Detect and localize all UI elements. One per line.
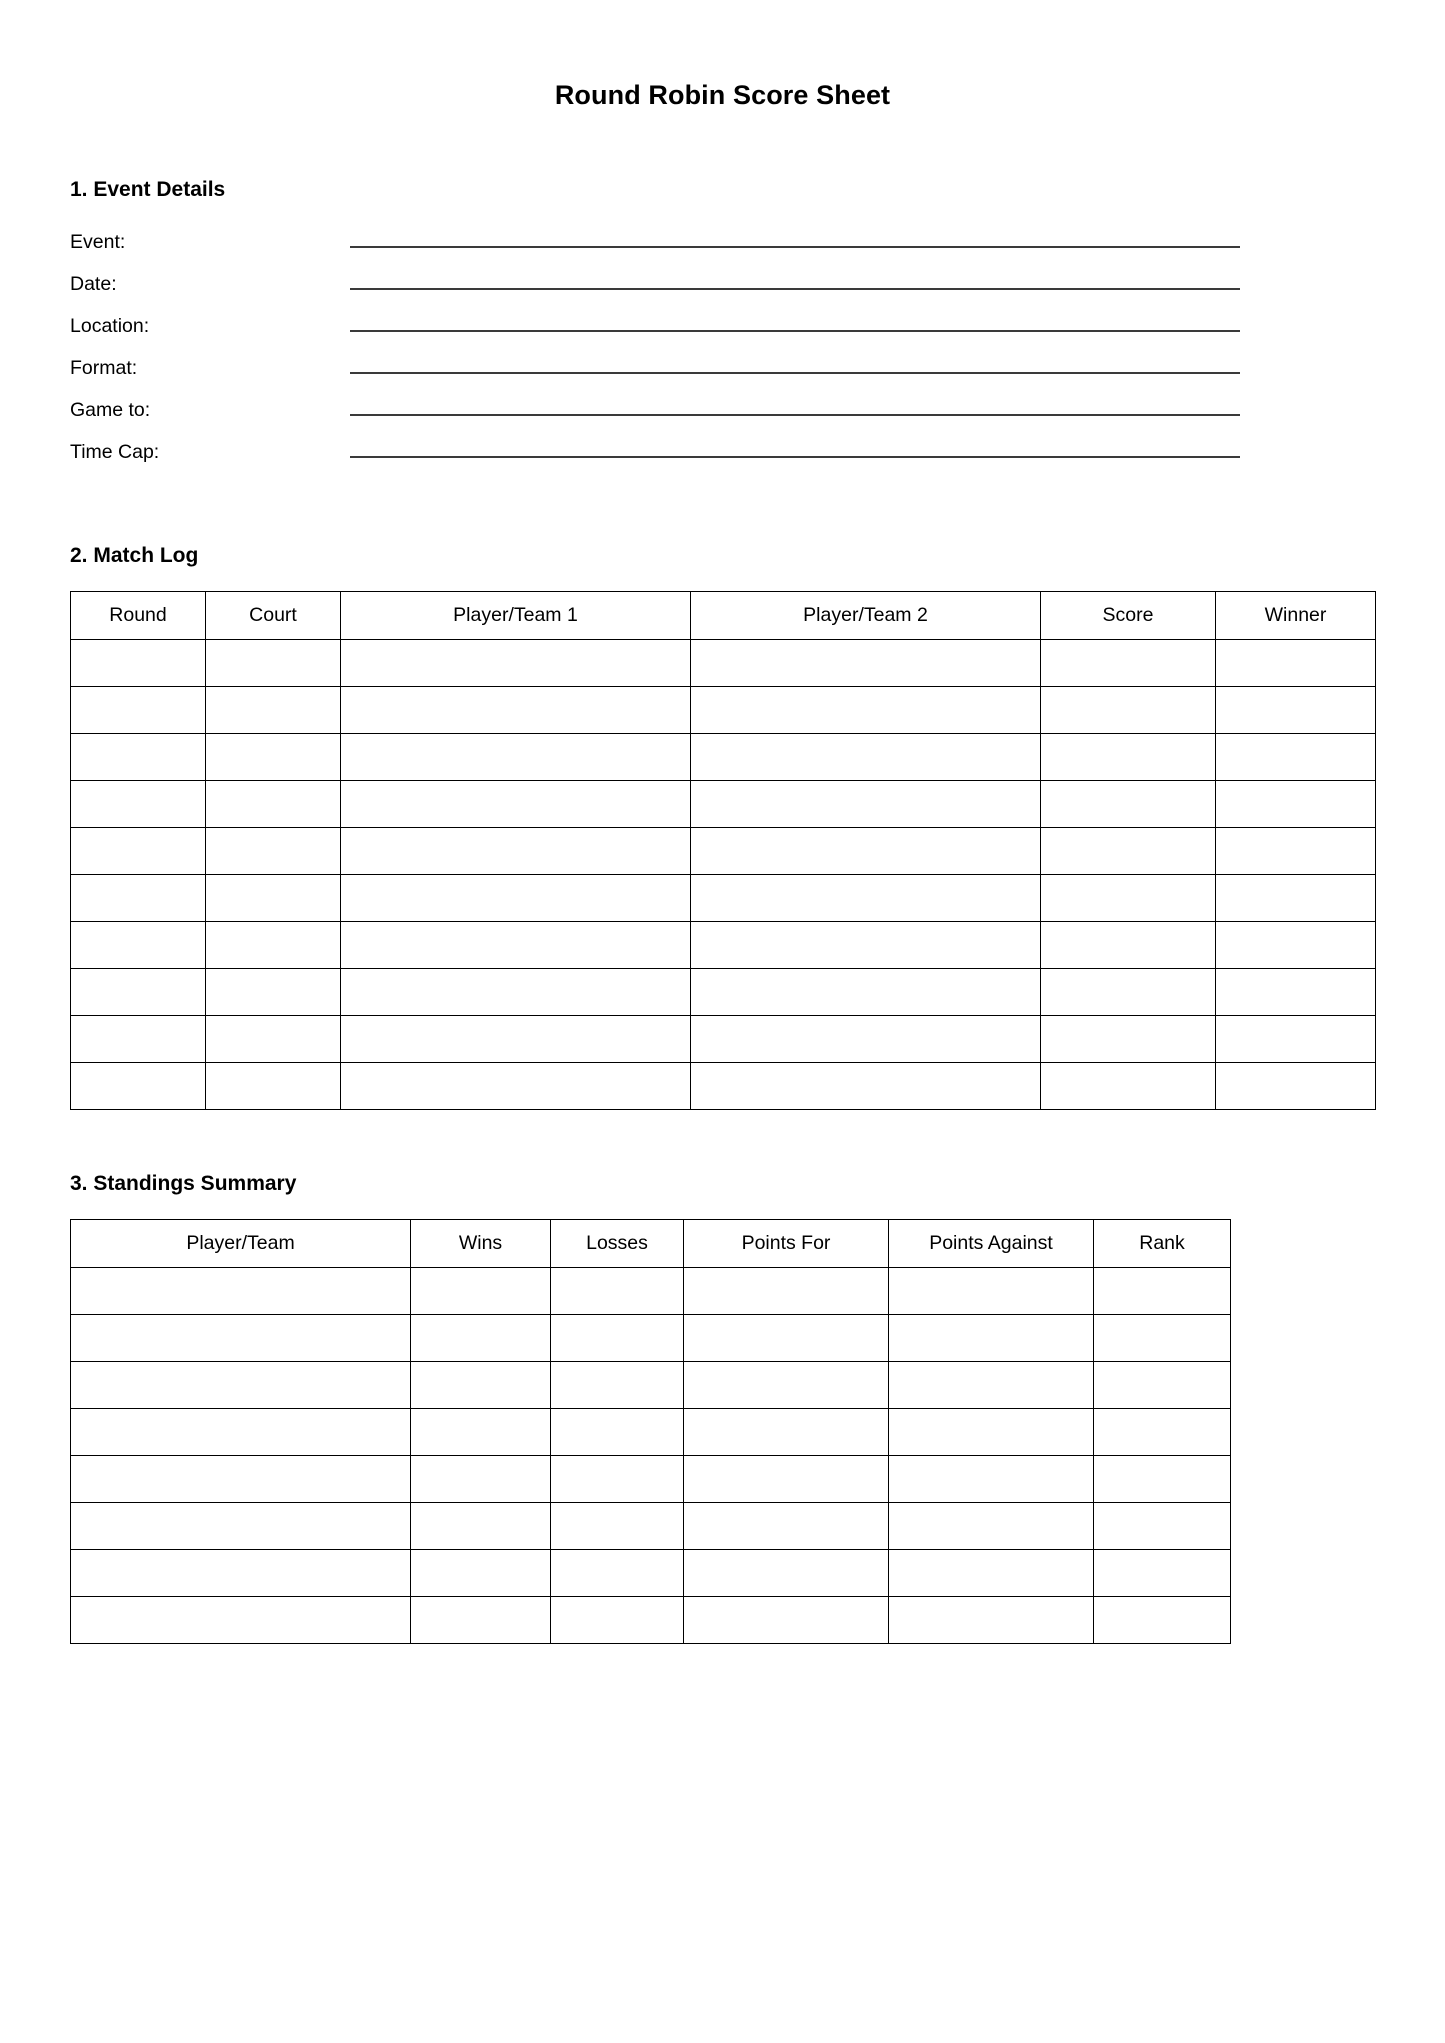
table-row <box>71 1315 1231 1362</box>
match-log-cell[interactable] <box>341 1063 691 1110</box>
match-log-cell[interactable] <box>206 734 341 781</box>
standings-header-row <box>71 1220 1231 1268</box>
match-log-cell[interactable] <box>206 781 341 828</box>
event-field-row <box>70 313 1375 355</box>
match-log-cell[interactable] <box>1041 640 1216 687</box>
standings-cell[interactable] <box>1094 1268 1231 1315</box>
standings-cell[interactable] <box>1094 1315 1231 1362</box>
standings-cell[interactable] <box>684 1315 889 1362</box>
match-log-cell[interactable] <box>691 1016 1041 1063</box>
standings-cell[interactable] <box>551 1597 684 1644</box>
event-details-fields <box>70 229 1375 481</box>
match-log-cell[interactable] <box>1041 687 1216 734</box>
match-log-heading: 2. Match Log <box>70 544 199 567</box>
match-log-cell[interactable] <box>71 1016 206 1063</box>
event-field-label: Event: <box>70 231 126 253</box>
standings-cell[interactable] <box>1094 1362 1231 1409</box>
match-log-cell[interactable] <box>71 875 206 922</box>
table-row <box>71 828 1376 875</box>
event-field-input[interactable] <box>350 313 1240 332</box>
match-log-cell[interactable] <box>1041 781 1216 828</box>
match-log-cell[interactable] <box>341 734 691 781</box>
match-log-cell[interactable] <box>71 969 206 1016</box>
column-header: Round <box>71 592 206 640</box>
standings-cell[interactable] <box>1094 1456 1231 1503</box>
column-header: Rank <box>1094 1220 1231 1268</box>
table-row <box>71 1063 1376 1110</box>
standings-cell[interactable] <box>1094 1597 1231 1644</box>
standings-cell[interactable] <box>684 1268 889 1315</box>
column-header: Player/Team 1 <box>341 592 691 640</box>
standings-cell[interactable] <box>71 1597 411 1644</box>
standings-cell[interactable] <box>551 1456 684 1503</box>
standings-cell[interactable] <box>684 1456 889 1503</box>
event-field-label: Date: <box>70 273 117 295</box>
standings-cell[interactable] <box>684 1362 889 1409</box>
standings-cell[interactable] <box>889 1503 1094 1550</box>
standings-cell[interactable] <box>551 1362 684 1409</box>
standings-cell[interactable] <box>889 1315 1094 1362</box>
event-field-label: Game to: <box>70 399 151 421</box>
match-log-cell[interactable] <box>71 922 206 969</box>
column-header: Losses <box>551 1220 684 1268</box>
column-header: Player/Team <box>71 1220 411 1268</box>
match-log-cell[interactable] <box>71 781 206 828</box>
match-log-cell[interactable] <box>691 922 1041 969</box>
column-header: Wins <box>411 1220 551 1268</box>
event-field-input[interactable] <box>350 397 1240 416</box>
table-row <box>71 781 1376 828</box>
event-field-row <box>70 355 1375 397</box>
match-log-cell[interactable] <box>1216 969 1376 1016</box>
match-log-cell[interactable] <box>206 922 341 969</box>
event-field-label: Format: <box>70 357 138 379</box>
event-details-heading: 1. Event Details <box>70 178 226 201</box>
table-row <box>71 1268 1231 1315</box>
standings-cell[interactable] <box>411 1597 551 1644</box>
match-log-cell[interactable] <box>71 640 206 687</box>
match-log-cell[interactable] <box>206 875 341 922</box>
standings-cell[interactable] <box>411 1503 551 1550</box>
match-log-table <box>70 591 1376 1110</box>
event-field-row <box>70 397 1375 439</box>
match-log-cell[interactable] <box>1041 828 1216 875</box>
match-log-cell[interactable] <box>691 687 1041 734</box>
table-row <box>71 922 1376 969</box>
match-log-cell[interactable] <box>691 640 1041 687</box>
standings-cell[interactable] <box>411 1315 551 1362</box>
match-log-header-row <box>71 592 1376 640</box>
match-log-cell[interactable] <box>1216 875 1376 922</box>
standings-cell[interactable] <box>889 1456 1094 1503</box>
match-log-cell[interactable] <box>1216 1063 1376 1110</box>
match-log-cell[interactable] <box>71 734 206 781</box>
match-log-cell[interactable] <box>341 922 691 969</box>
standings-cell[interactable] <box>71 1268 411 1315</box>
match-log-cell[interactable] <box>341 640 691 687</box>
table-row <box>71 1362 1231 1409</box>
standings-cell[interactable] <box>684 1550 889 1597</box>
standings-cell[interactable] <box>71 1550 411 1597</box>
standings-cell[interactable] <box>411 1362 551 1409</box>
standings-cell[interactable] <box>551 1315 684 1362</box>
match-log-cell[interactable] <box>691 828 1041 875</box>
table-row <box>71 1016 1376 1063</box>
event-field-label: Location: <box>70 315 150 337</box>
standings-cell[interactable] <box>551 1550 684 1597</box>
event-field-row <box>70 229 1375 271</box>
table-row <box>71 1503 1231 1550</box>
event-field-input[interactable] <box>350 271 1240 290</box>
match-log-cell[interactable] <box>341 969 691 1016</box>
standings-cell[interactable] <box>411 1456 551 1503</box>
match-log-cell[interactable] <box>341 687 691 734</box>
standings-cell[interactable] <box>551 1268 684 1315</box>
match-log-cell[interactable] <box>1216 922 1376 969</box>
match-log-cell[interactable] <box>691 875 1041 922</box>
standings-cell[interactable] <box>551 1503 684 1550</box>
column-header: Court <box>206 592 341 640</box>
table-row <box>71 1597 1231 1644</box>
match-log-cell[interactable] <box>1216 1016 1376 1063</box>
match-log-cell[interactable] <box>206 1063 341 1110</box>
table-row <box>71 1550 1231 1597</box>
match-log-cell[interactable] <box>341 828 691 875</box>
match-log-cell[interactable] <box>71 828 206 875</box>
match-log-cell[interactable] <box>1216 640 1376 687</box>
match-log-cell[interactable] <box>341 875 691 922</box>
event-field-input[interactable] <box>350 229 1240 248</box>
match-log-cell[interactable] <box>71 1063 206 1110</box>
match-log-cell[interactable] <box>71 687 206 734</box>
table-row <box>71 1409 1231 1456</box>
match-log-cell[interactable] <box>1216 828 1376 875</box>
standings-cell[interactable] <box>889 1597 1094 1644</box>
match-log-cell[interactable] <box>1041 1016 1216 1063</box>
table-row <box>71 875 1376 922</box>
column-header: Player/Team 2 <box>691 592 1041 640</box>
match-log-cell[interactable] <box>1041 875 1216 922</box>
match-log-cell[interactable] <box>206 828 341 875</box>
event-field-input[interactable] <box>350 355 1240 374</box>
match-log-cell[interactable] <box>1041 734 1216 781</box>
standings-cell[interactable] <box>411 1550 551 1597</box>
standings-cell[interactable] <box>889 1550 1094 1597</box>
standings-cell[interactable] <box>684 1597 889 1644</box>
match-log-cell[interactable] <box>206 687 341 734</box>
column-header: Winner <box>1216 592 1376 640</box>
match-log-cell[interactable] <box>206 640 341 687</box>
standings-cell[interactable] <box>71 1409 411 1456</box>
table-row <box>71 687 1376 734</box>
column-header: Score <box>1041 592 1216 640</box>
match-log-cell[interactable] <box>691 734 1041 781</box>
table-row <box>71 1456 1231 1503</box>
standings-cell[interactable] <box>71 1456 411 1503</box>
standings-cell[interactable] <box>889 1362 1094 1409</box>
event-field-label: Time Cap: <box>70 441 160 463</box>
standings-cell[interactable] <box>411 1268 551 1315</box>
table-row <box>71 640 1376 687</box>
match-log-cell[interactable] <box>341 781 691 828</box>
match-log-cell[interactable] <box>1216 687 1376 734</box>
match-log-cell[interactable] <box>1041 969 1216 1016</box>
event-field-row <box>70 271 1375 313</box>
standings-cell[interactable] <box>1094 1503 1231 1550</box>
standings-cell[interactable] <box>889 1409 1094 1456</box>
match-log-cell[interactable] <box>206 1016 341 1063</box>
table-row <box>71 969 1376 1016</box>
standings-cell[interactable] <box>684 1409 889 1456</box>
standings-cell[interactable] <box>411 1409 551 1456</box>
event-field-row <box>70 439 1375 481</box>
standings-cell[interactable] <box>551 1409 684 1456</box>
match-log-cell[interactable] <box>206 969 341 1016</box>
table-row <box>71 734 1376 781</box>
match-log-cell[interactable] <box>1216 781 1376 828</box>
event-field-input[interactable] <box>350 439 1240 458</box>
standings-summary-heading: 3. Standings Summary <box>70 1172 297 1195</box>
match-log-cell[interactable] <box>691 781 1041 828</box>
match-log-cell[interactable] <box>1216 734 1376 781</box>
match-log-cell[interactable] <box>1041 922 1216 969</box>
column-header: Points Against <box>889 1220 1094 1268</box>
standings-cell[interactable] <box>1094 1409 1231 1456</box>
match-log-cell[interactable] <box>691 969 1041 1016</box>
match-log-cell[interactable] <box>691 1063 1041 1110</box>
standings-cell[interactable] <box>71 1315 411 1362</box>
column-header: Points For <box>684 1220 889 1268</box>
page-title: Round Robin Score Sheet <box>554 80 891 110</box>
standings-cell[interactable] <box>889 1268 1094 1315</box>
standings-cell[interactable] <box>684 1503 889 1550</box>
match-log-cell[interactable] <box>341 1016 691 1063</box>
standings-cell[interactable] <box>71 1503 411 1550</box>
standings-cell[interactable] <box>1094 1550 1231 1597</box>
standings-cell[interactable] <box>71 1362 411 1409</box>
match-log-cell[interactable] <box>1041 1063 1216 1110</box>
standings-summary-table <box>70 1219 1231 1644</box>
